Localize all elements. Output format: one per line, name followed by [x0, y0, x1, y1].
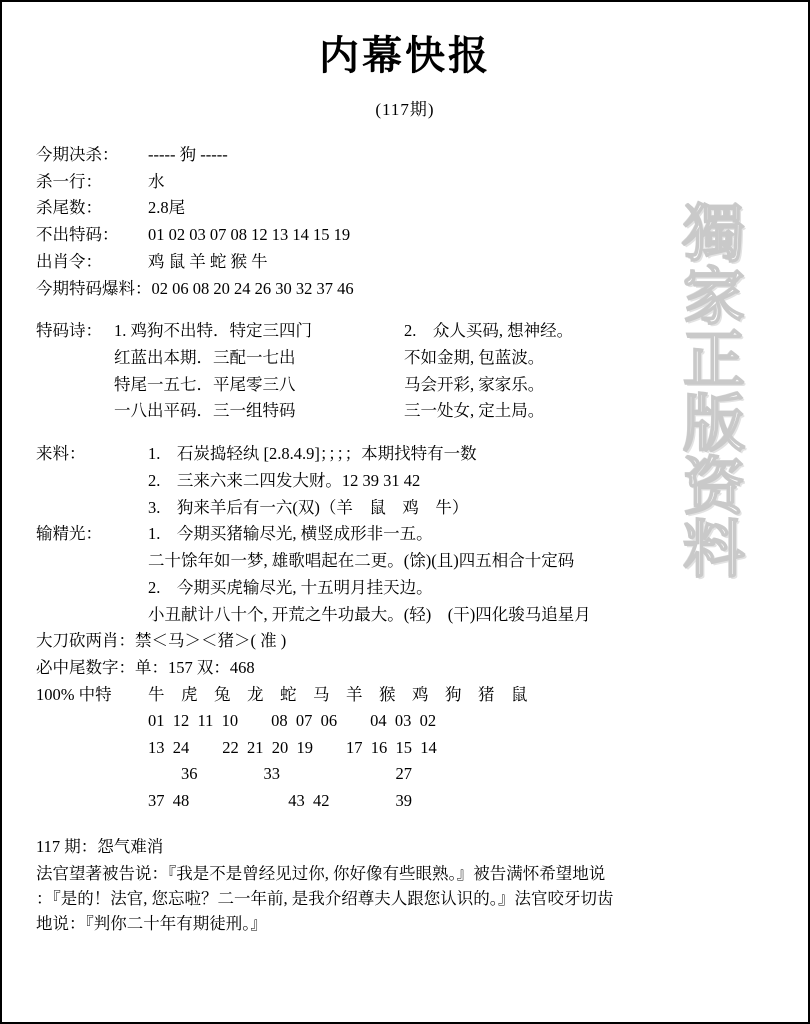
kill-tail-value: 2.8尾 — [148, 198, 186, 218]
page-title: 内幕快报 — [319, 33, 491, 79]
lose-row — [36, 575, 778, 602]
lose-row — [36, 602, 778, 629]
poem-line — [36, 345, 778, 372]
zodiac-row — [36, 249, 778, 276]
no-code-label: 不出特码： — [36, 225, 119, 245]
poem-line-b: 三一处女, 定土局。 — [404, 401, 545, 421]
poem-line-a: 1. 鸡狗不出特．特定三四门 — [114, 321, 312, 341]
material-label: 来料： — [36, 444, 86, 464]
poem-block — [36, 318, 778, 425]
big-knife-value: 禁＜马＞＜猪＞( 准 ) — [135, 631, 287, 651]
kill-line-value: 水 — [148, 171, 165, 191]
material-block — [36, 441, 778, 521]
hot-code-value: 02 06 08 20 24 26 30 32 37 46 — [151, 278, 354, 298]
material-item: 2. 三来六来二四发大财。12 39 31 42 — [148, 470, 421, 490]
story-line: 地说：『判你二十年有期徒刑。』 — [36, 913, 267, 933]
lose-block — [36, 521, 778, 628]
lose-item: 2. 今期买虎输尽光, 十五明月挂天边。 — [148, 577, 433, 597]
material-item: 3. 狗来羊后有一六(双)（羊 鼠 鸡 牛） — [148, 497, 469, 517]
today-kill-value: ----- 狗 ----- — [148, 145, 228, 164]
material-row — [36, 495, 778, 522]
material-row — [36, 441, 778, 468]
poem-line-b: 马会开彩, 家家乐。 — [404, 374, 545, 394]
lose-item: 二十馀年如一梦, 雄歌唱起在二更。(馀)(且)四五相合十定码 — [148, 551, 575, 571]
today-kill-label: 今期决杀： — [36, 145, 119, 164]
lose-row — [36, 521, 778, 548]
material-row — [36, 468, 778, 495]
poem-line-b: 2. 众人买码, 想神经。 — [404, 321, 574, 341]
kill-line-row — [36, 169, 778, 196]
poem-spacer — [36, 345, 114, 372]
zodiac-label: 出肖令： — [36, 251, 102, 271]
watermark-text: 獨 家 正 版 资 料 — [682, 197, 747, 587]
kill-tail-label: 杀尾数： — [36, 198, 102, 218]
hundred-number-row: 13 24 22 21 20 19 17 16 15 14 — [148, 737, 437, 757]
hundred-label: 100% 中特 — [36, 684, 112, 704]
hot-code-row — [36, 276, 778, 303]
poem-spacer — [36, 372, 114, 399]
lose-item: 小丑献计八十个, 开荒之牛功最大。(轻) (干)四化骏马追星月 — [148, 604, 591, 624]
hundred-header-row — [36, 682, 778, 709]
lose-row — [36, 548, 778, 575]
poem-line-a: 特尾一五七．平尾零三八 — [114, 374, 296, 394]
sure-tail-value: 单：157 双：468 — [135, 657, 255, 677]
no-code-row — [36, 222, 778, 249]
poem-line-b: 不如金期, 包蓝波。 — [404, 348, 545, 368]
poem-line — [36, 318, 778, 345]
poem-spacer — [36, 398, 114, 425]
document-content — [2, 142, 808, 937]
big-knife-label: 大刀砍两肖： — [36, 631, 135, 651]
poem-label: 特码诗： — [36, 321, 102, 341]
lose-label: 输精光： — [36, 524, 102, 544]
poem-line-a: 一八出平码．三一组特码 — [114, 401, 296, 421]
poem-line — [36, 398, 778, 425]
sure-tail-row — [36, 655, 778, 682]
hundred-number-row: 01 12 11 10 08 07 06 04 03 02 — [148, 711, 437, 731]
hundred-block — [36, 682, 778, 814]
poem-line-a: 红蓝出本期．三配一七出 — [114, 348, 296, 368]
no-code-value: 01 02 03 07 08 12 13 14 15 19 — [148, 225, 351, 245]
story-title: 117 期：怨气难消 — [36, 836, 164, 856]
today-kill-row — [36, 142, 778, 169]
hot-code-label: 今期特码爆料： — [36, 278, 152, 298]
zodiac-value: 鸡 鼠 羊 蛇 猴 牛 — [148, 251, 268, 271]
poem-line — [36, 372, 778, 399]
hundred-zodiac-row: 牛 虎 兔 龙 蛇 马 羊 猴 鸡 狗 猪 鼠 — [148, 684, 528, 704]
story-line: 法官望著被告说：『我是不是曾经见过你, 你好像有些眼熟。』被告满怀希望地说 — [36, 864, 606, 884]
material-item: 1. 石炭捣轻纨 [2.8.4.9]；；；；本期找特有一数 — [148, 444, 477, 464]
hundred-number-row: 36 33 27 — [148, 764, 412, 784]
kill-tail-row — [36, 195, 778, 222]
sure-tail-label: 必中尾数字： — [36, 657, 135, 677]
kill-line-label: 杀一行： — [36, 171, 102, 191]
story-block — [36, 834, 778, 937]
story-line: ：『是的！法官, 您忘啦？二一年前, 是我介绍尊夫人跟您认识的。』法官咬牙切齿 — [36, 889, 614, 909]
lose-item: 1. 今期买猪输尽光, 横竖成形非一五。 — [148, 524, 433, 544]
issue-number: (117期) — [375, 100, 435, 119]
big-knife-row — [36, 628, 778, 655]
hundred-number-row: 37 48 43 42 39 — [148, 790, 412, 810]
